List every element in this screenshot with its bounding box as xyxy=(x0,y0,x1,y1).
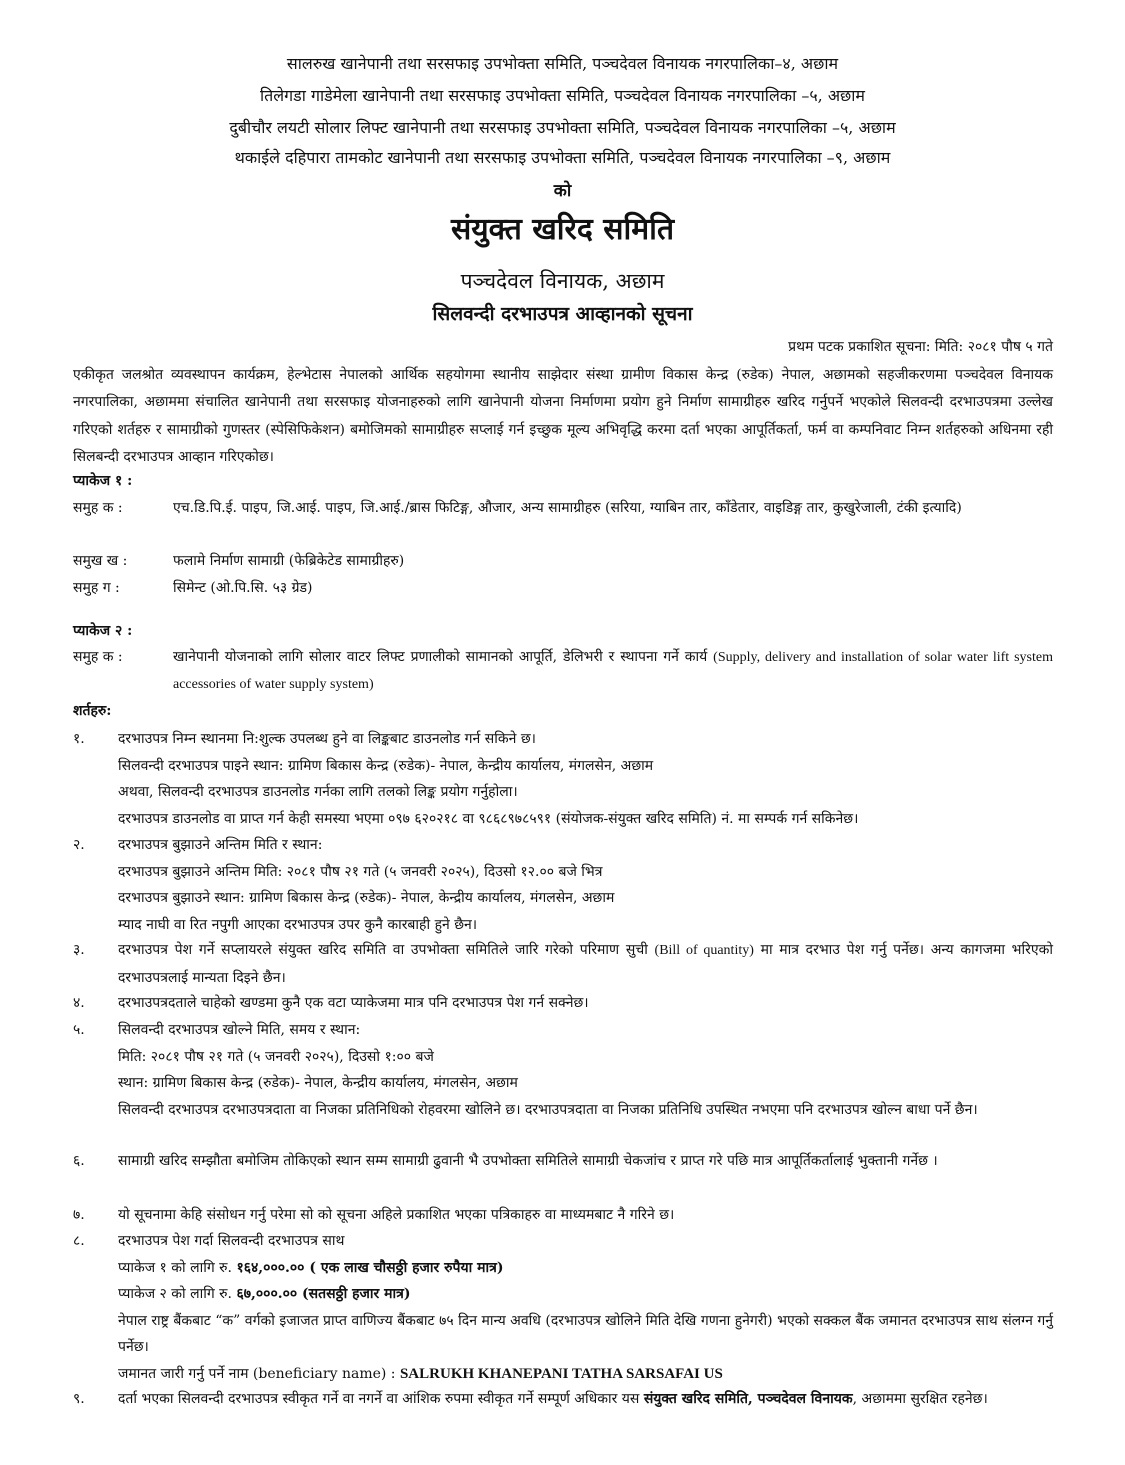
bid-bond-package-1 xyxy=(118,1255,1053,1282)
bank-guarantee-text: नेपाल राष्ट्र बैंकबाट “क” वर्गको इजाजत प्राप्त वाणिज्य बैंकबाट ७५ दिन मान्य अवधि (दरभाउपत्र खोलिने मिति देखि गणना हुनेगरी) भएको सक्कल बैंक जमानत दरभाउपत्र साथ संलग्न गर्नु पर्नेछ। xyxy=(118,1312,1053,1355)
term-number: ८. xyxy=(73,1233,85,1249)
page-title: संयुक्त खरिद समिति xyxy=(450,212,675,247)
term-item xyxy=(73,1148,1053,1175)
group-label: समुह ग : xyxy=(73,580,120,596)
term-item xyxy=(73,1017,1053,1123)
term-line: दरभाउपत्र बुझाउने अन्तिम मिति: २०८१ पौष २१ गते (५ जनवरी २०२५), दिउसो १२.०० बजे भित्र xyxy=(118,863,603,880)
group-text-english: (Supply, delivery and installation of solar water lift system accessories of water supply system) xyxy=(173,650,1053,692)
term-number: १. xyxy=(73,731,85,747)
group-text: एच.डि.पि.ई. पाइप, जि.आई. पाइप, जि.आई./ब्रास फिटिङ्ग, औजार, अन्य सामाग्रीहरु (सरिया, ग्याबिन तार, काँडेतार, वाइडिङ्ग तार, कुखुरेजाली, टंकी इत्यादि) xyxy=(173,500,962,516)
header-connector: को xyxy=(553,181,572,201)
term-text: दरभाउपत्रदताले चाहेको खण्डमा कुनै एक वटा प्याकेजमा मात्र पनि दरभाउपत्र पेश गर्न सक्नेछ। xyxy=(118,995,589,1011)
term-line: म्याद नाघी वा रित नपुगी आएका दरभाउपत्र उपर कुनै कारबाही हुने छैन। xyxy=(118,916,478,933)
amount-prefix: प्याकेज २ को लागि रु. xyxy=(118,1286,237,1302)
term-line: सिलवन्दी दरभाउपत्र खोल्ने मिति, समय र स्थान: xyxy=(118,1022,361,1038)
term-text: दर्ता भएका सिलवन्दी दरभाउपत्र स्वीकृत गर्ने वा नगर्ने वा आंशिक रुपमा स्वीकृत गर्ने सम्पूर्ण अधिकार यस xyxy=(118,1391,644,1407)
committee-line: तिलेगडा गाडेमेला खानेपानी तथा सरसफाइ उपभोक्ता समिति, पञ्चदेवल विनायक नगरपालिका –५, अछाम xyxy=(260,86,865,105)
package-1-group-ga xyxy=(73,575,1053,602)
term-number: ५. xyxy=(73,1022,85,1038)
term-body xyxy=(118,1386,1053,1413)
package-2-heading: प्याकेज २ : xyxy=(73,623,133,639)
term-text: सामाग्री खरिद सम्झौता बमोजिम तोकिएको स्थान सम्म सामाग्री ढुवानी भै उपभोक्ता समितिले सामाग्री चेकजांच र प्राप्त गरे पछि मात्र आपूर्तिकर्तालाई भुक्तानी गर्नेछ । xyxy=(118,1153,938,1169)
term-line: दरभाउपत्र पेश गर्दा सिलवन्दी दरभाउपत्र साथ xyxy=(118,1233,345,1249)
term-line: दरभाउपत्र बुझाउने अन्तिम मिति र स्थान: xyxy=(118,837,323,853)
term-number: ९. xyxy=(73,1391,85,1407)
terms-heading: शर्तहरु: xyxy=(73,703,112,719)
committee-name: संयुक्त खरिद समिति, पञ्चदेवल विनायक xyxy=(643,1391,853,1407)
publication-date: प्रथम पटक प्रकाशित सूचना: मिति: २०८१ पौष ५ गते xyxy=(788,339,1053,355)
package-1-heading: प्याकेज १ : xyxy=(73,473,133,489)
term-item xyxy=(73,990,1053,1017)
beneficiary-label: जमानत जारी गर्नु पर्ने नाम (beneficiary name) : xyxy=(118,1365,400,1382)
term-body xyxy=(118,1228,1053,1387)
term-number: ६. xyxy=(73,1153,85,1169)
term-number: ४. xyxy=(73,995,85,1011)
term-body xyxy=(118,832,1053,938)
term-number: ७. xyxy=(73,1207,85,1223)
term-text: मा मात्र दरभाउ पेश गर्नु पर्नेछ। अन्य कागजमा भरिएको दरभाउपत्रलाई मान्यता दिइने छैन। xyxy=(118,942,1053,986)
term-item xyxy=(73,1386,1053,1413)
group-label: समुह क : xyxy=(73,649,123,665)
term-item xyxy=(73,726,1053,832)
group-text: सिमेन्ट (ओ.पि.सि. ५३ ग्रेड) xyxy=(173,580,313,596)
group-label: समुख ख : xyxy=(73,553,128,569)
term-line: सिलवन्दी दरभाउपत्र दरभाउपत्रदाता वा निजका प्रतिनिधिको रोहवरमा खोलिने छ। दरभाउपत्रदाता वा निजका प्रतिनिधि उपस्थित नभएमा पनि दरभाउपत्र खोल्न बाधा पर्ने छैन। xyxy=(118,1101,978,1118)
term-line: सिलवन्दी दरभाउपत्र पाइने स्थान: ग्रामिण बिकास केन्द्र (रुडेक)- नेपाल, केन्द्रीय कार्यालय, मंगलसेन, अछाम xyxy=(118,757,654,774)
term-body xyxy=(118,937,1053,991)
term-line: मिति: २०८१ पौष २१ गते (५ जनवरी २०२५), दिउसो १:०० बजे xyxy=(118,1048,434,1065)
bid-bond-package-2 xyxy=(118,1281,1053,1308)
group-text-nepali: खानेपानी योजनाको लागि सोलार वाटर लिफ्ट प्रणालीको सामानको आपूर्ति, डेलिभरी र स्थापना गर्ने कार्य xyxy=(173,649,708,665)
term-text-english: (Bill of quantity) xyxy=(654,943,754,958)
term-text: यो सूचनामा केहि संसोधन गर्नु परेमा सो को सूचना अहिले प्रकाशित भएका पत्रिकाहरु वा माध्यमबाट नै गरिने छ। xyxy=(118,1207,675,1223)
term-item xyxy=(73,1228,1053,1387)
notice-title: सिलवन्दी दरभाउपत्र आव्हानको सूचना xyxy=(432,303,693,325)
term-number: २. xyxy=(73,837,85,853)
term-item xyxy=(73,937,1053,991)
amount-value: १६४,०००.०० ( एक लाख चौसठ्ठी हजार रुपैया मात्र) xyxy=(236,1259,504,1276)
term-line: दरभाउपत्र निम्न स्थानमा नि:शुल्क उपलब्ध हुने वा लिङ्कबाट डाउनलोड गर्न सकिने छ। xyxy=(118,731,536,747)
package-1-group-kha xyxy=(73,548,1053,575)
committee-line: सालरुख खानेपानी तथा सरसफाइ उपभोक्ता समिति, पञ्चदेवल विनायक नगरपालिका–४, अछाम xyxy=(286,54,839,73)
term-line: दरभाउपत्र डाउनलोड वा प्राप्त गर्न केही समस्या भएमा ०९७ ६२०२१८ वा ९८६८९७८५९१ (संयोजक-संयुक्त खरिद समिति) नं. मा सम्पर्क गर्न सकिनेछ। xyxy=(118,810,859,827)
beneficiary-line xyxy=(118,1361,1053,1388)
group-text: फलामे निर्माण सामाग्री (फेब्रिकेटेड सामाग्रीहरु) xyxy=(173,553,405,569)
committee-line: दुबीचौर लयटी सोलार लिफ्ट खानेपानी तथा सरसफाइ उपभोक्ता समिति, पञ्चदेवल विनायक नगरपालिका –५, अछाम xyxy=(229,118,896,137)
term-body xyxy=(118,1017,1053,1123)
term-item xyxy=(73,832,1053,938)
term-text: , अछाममा सुरक्षित रहनेछ। xyxy=(852,1391,988,1407)
term-line: स्थान: ग्रामिण बिकास केन्द्र (रुडेक)- नेपाल, केन्द्रीय कार्यालय, मंगलसेन, अछाम xyxy=(118,1075,518,1091)
term-text: दरभाउपत्र पेश गर्ने सप्लायरले संयुक्त खरिद समिति वा उपभोक्ता समितिले जारि गरेको परिमाण सुची xyxy=(118,942,655,958)
beneficiary-name: SALRUKH KHANEPANI TATHA SARSAFAI US xyxy=(399,1365,723,1382)
intro-paragraph: एकीकृत जलश्रोत व्यवस्थापन कार्यक्रम, हेल्भेटास नेपालको आर्थिक सहयोगमा स्थानीय साझेदार संस्था ग्रामीण विकास केन्द्र (रुडेक) नेपाल, अछामको सहजीकरणमा पञ्चदेवल विनायक नगरपालिका, अछाममा संचालित खानेपानी तथा सरसफाइ योजनाहरुको लागि खानेपानी योजना निर्माणमा प्रयोग हुने निर्माण सामाग्रीहरु खरिद गर्नुपर्ने भएकोले सिलवन्दी दरभाउपत्रमा उल्लेख गरिएको शर्तहरु र सामाग्रीको गुणस्तर (स्पेसिफिकेशन) बमोजिमको सामाग्रीहरु सप्लाई गर्न इच्छुक मूल्य अभिवृद्धि करमा दर्ता भएका आपूर्तिकर्ता, फर्म वा कम्पनिवाट निम्न शर्तहरुको अधिनमा रही सिलबन्दी दरभाउपत्र आव्हान गरिएकोछ। xyxy=(73,367,1053,465)
group-label: समुह क : xyxy=(73,500,123,516)
package-2-group-ka xyxy=(73,644,1053,698)
term-line: दरभाउपत्र बुझाउने स्थान: ग्रामिण बिकास केन्द्र (रुडेक)- नेपाल, केन्द्रीय कार्यालय, मंगलसेन, अछाम xyxy=(118,890,615,906)
group-text xyxy=(173,644,1053,698)
amount-value: ६७,०००.०० (सतसठ्ठी हजार मात्र) xyxy=(236,1286,411,1302)
term-item xyxy=(73,1202,1053,1229)
package-1-group-ka xyxy=(73,495,1053,522)
committee-line: थकाईले दहिपारा तामकोट खानेपानी तथा सरसफाइ उपभोक्ता समिति, पञ्चदेवल विनायक नगरपालिका –९, अछाम xyxy=(234,148,891,167)
term-number: ३. xyxy=(73,942,85,958)
term-line: अथवा, सिलवन्दी दरभाउपत्र डाउनलोड गर्नका लागि तलको लिङ्क प्रयोग गर्नुहोला। xyxy=(118,784,518,800)
amount-prefix: प्याकेज १ को लागि रु. xyxy=(118,1259,237,1276)
page-subtitle: पञ्चदेवल विनायक, अछाम xyxy=(460,269,665,293)
term-body xyxy=(118,726,1053,832)
